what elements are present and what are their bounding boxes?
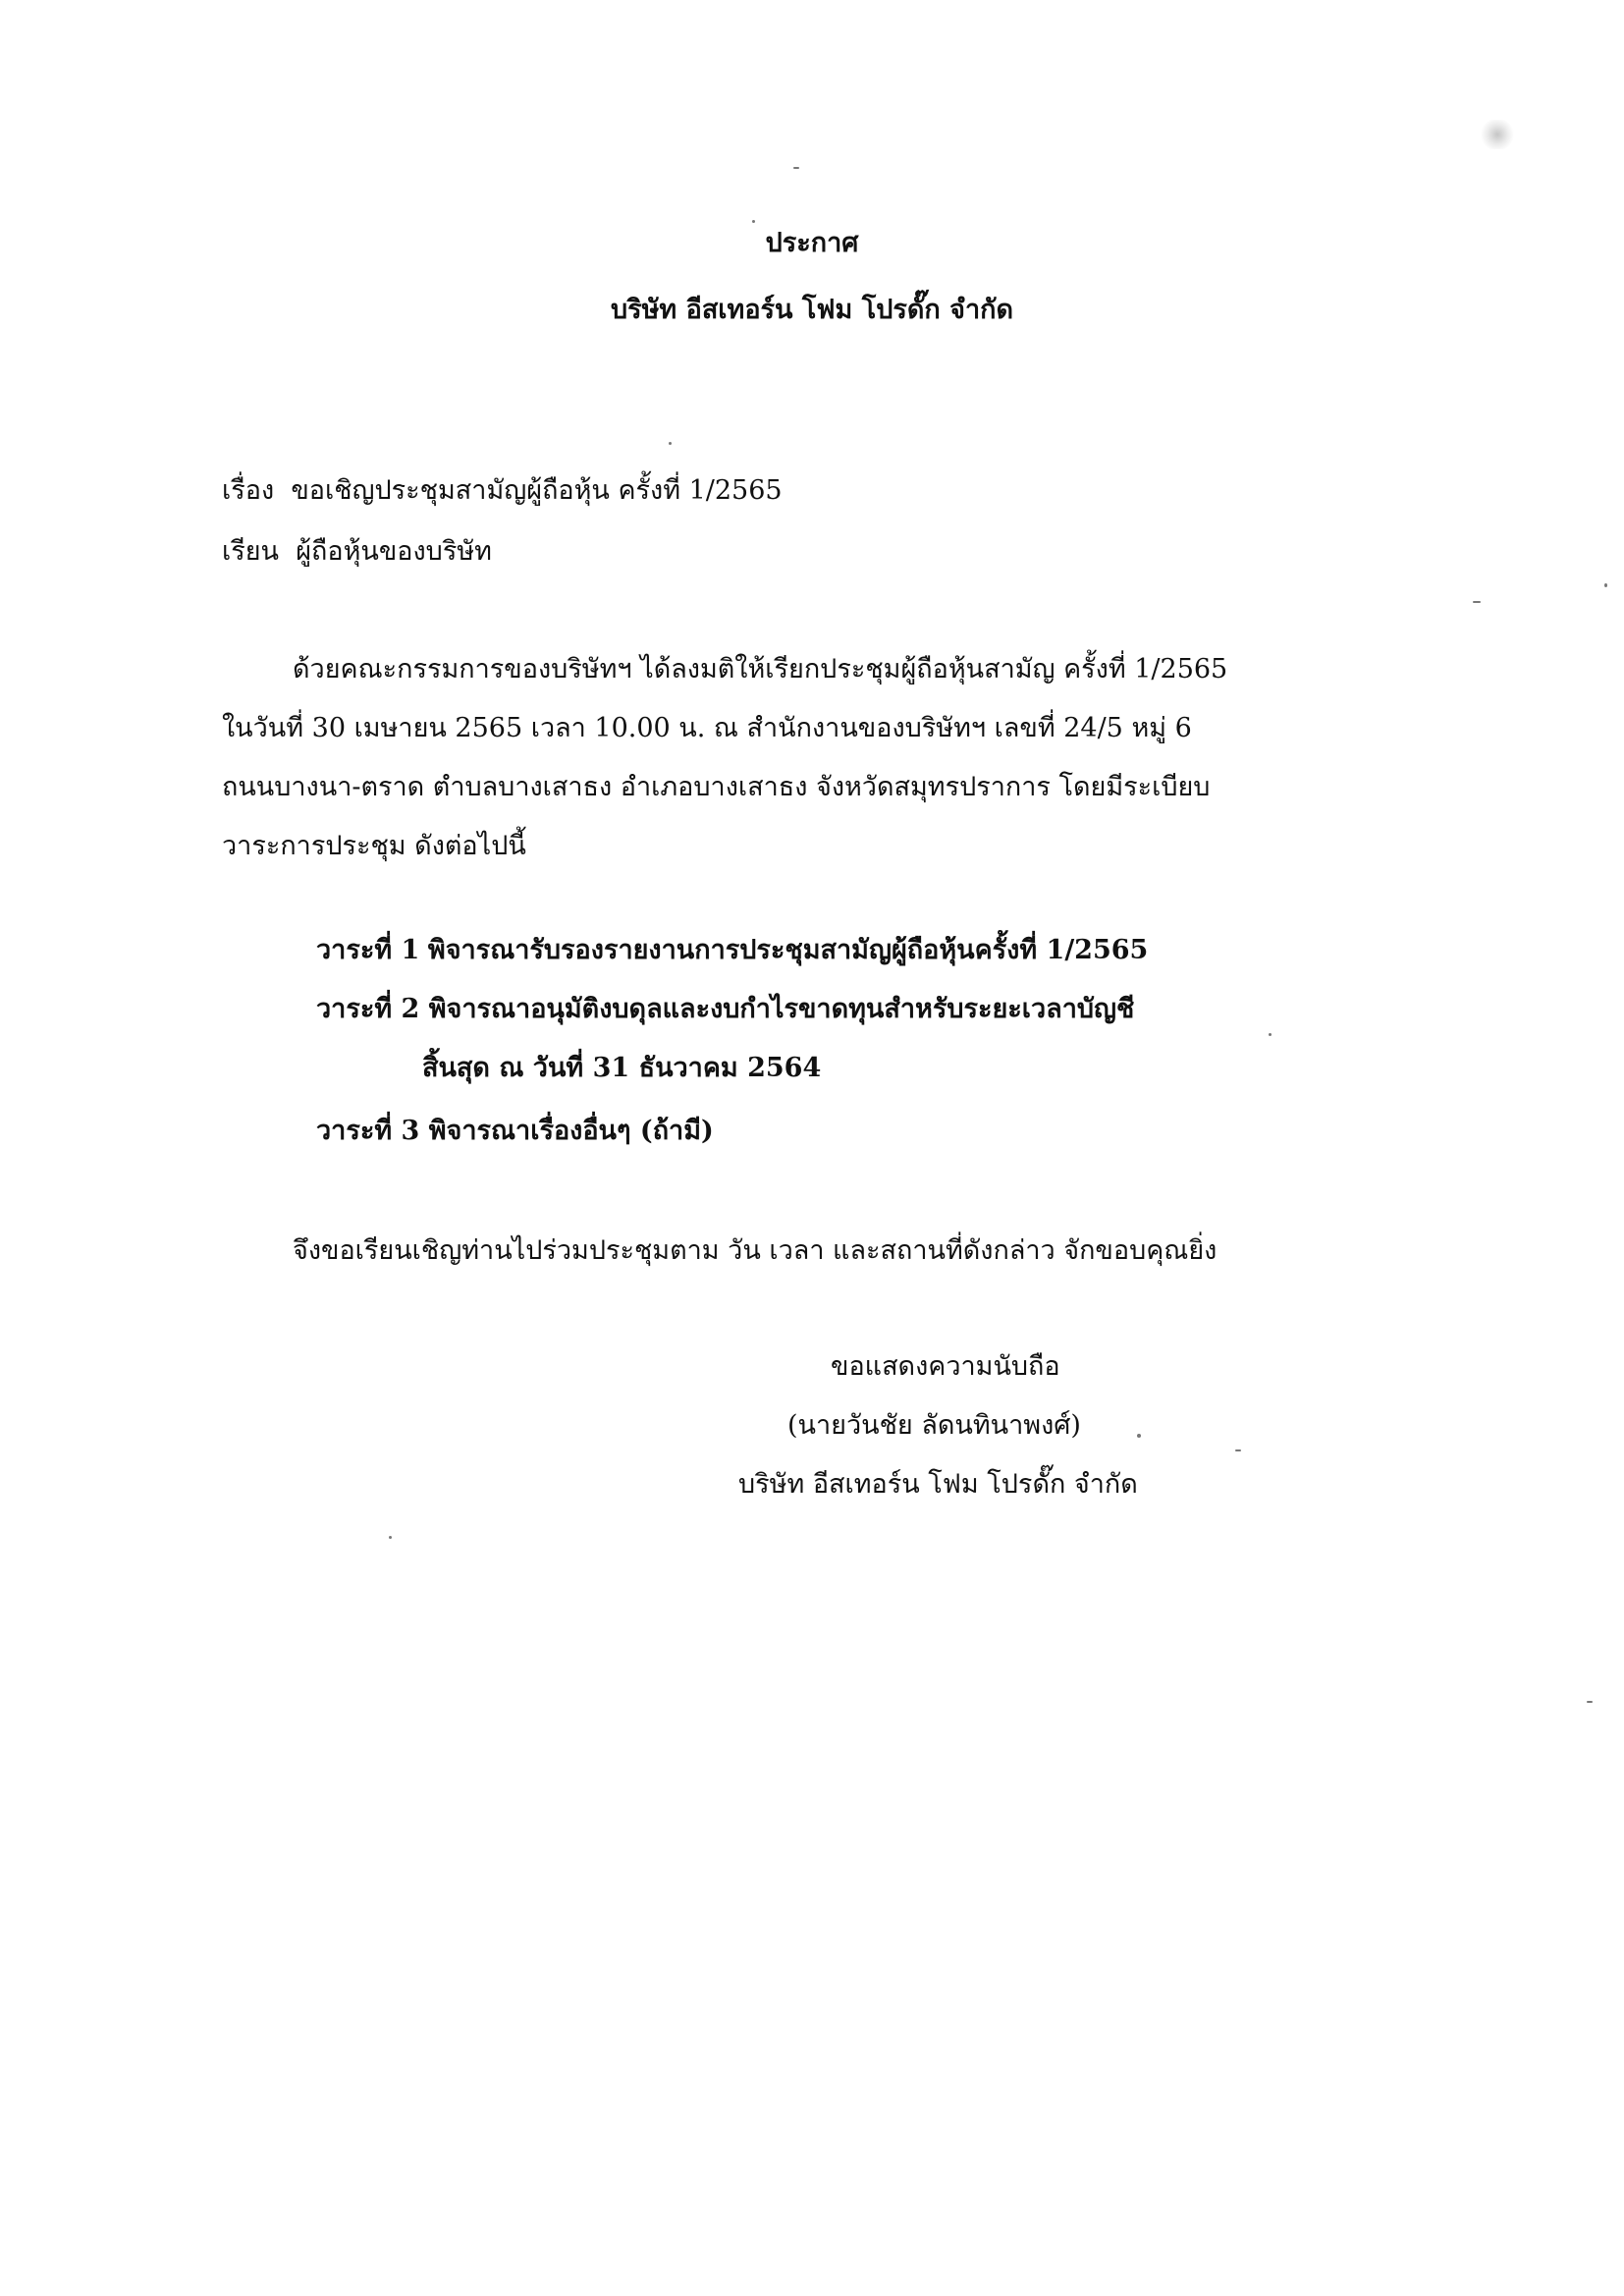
body-line-1: ด้วยคณะกรรมการของบริษัทฯ ได้ลงมติให้เรียกประชุมผู้ถือหุ้นสามัญ ครั้งที่ 1/2565 — [293, 654, 1228, 684]
signature-regards: ขอแสดงความนับถือ — [831, 1351, 1060, 1382]
document-title: ประกาศ — [765, 228, 859, 258]
closing-line: จึงขอเรียนเชิญท่านไปร่วมประชุมตาม วัน เวลา และสถานที่ดังกล่าว จักขอบคุณยิ่ง — [293, 1235, 1218, 1266]
scan-speck — [1604, 583, 1607, 587]
agenda-text: พิจารณาเรื่องอื่นๆ (ถ้ามี) — [428, 1116, 714, 1146]
scan-speck — [669, 442, 672, 445]
signature-company: บริษัท อีสเทอร์น โฟม โปรดั๊ก จำกัด — [738, 1469, 1138, 1500]
body-line-2: ในวันที่ 30 เมษายน 2565 เวลา 10.00 น. ณ สำนักงานของบริษัทฯ เลขที่ 24/5 หมู่ 6 — [222, 713, 1192, 743]
signature-name: (นายวันชัย ลัดนทินาพงศ์) — [787, 1410, 1081, 1441]
agenda-label: วาระที่ 3 — [316, 1116, 420, 1146]
agenda-item-2-continuation: สิ้นสุด ณ วันที่ 31 ธันวาคม 2564 — [422, 1053, 822, 1083]
agenda-item-2 — [316, 990, 1134, 1029]
agenda-item-1 — [316, 931, 1148, 970]
subject-label: เรื่อง — [222, 475, 275, 506]
agenda-item-3 — [316, 1112, 714, 1151]
agenda-label: วาระที่ 2 — [316, 994, 420, 1024]
addressee-label: เรียน — [222, 536, 280, 567]
scan-speck — [1235, 1449, 1241, 1451]
addressee-text: ผู้ถือหุ้นของบริษัท — [296, 536, 492, 567]
company-name-header: บริษัท อีสเทอร์น โฟม โปรดั๊ก จำกัด — [610, 295, 1014, 325]
scan-speck — [793, 167, 799, 169]
scan-speck — [1587, 1701, 1593, 1703]
body-line-4: วาระการประชุม ดังต่อไปนี้ — [222, 831, 526, 861]
body-line-3: ถนนบางนา-ตราด ตำบลบางเสาธง อำเภอบางเสาธง จังหวัดสมุทรปราการ โดยมีระเบียบ — [222, 772, 1211, 802]
scan-smudge — [1481, 120, 1514, 149]
scan-speck — [1473, 601, 1481, 603]
scan-speck — [752, 220, 755, 223]
scan-speck — [1269, 1033, 1272, 1036]
scan-speck — [1137, 1434, 1141, 1438]
subject-text: ขอเชิญประชุมสามัญผู้ถือหุ้น ครั้งที่ 1/2565 — [291, 475, 783, 506]
agenda-label: วาระที่ 1 — [316, 935, 420, 965]
subject-line — [222, 471, 783, 511]
addressee-line — [222, 532, 492, 572]
scan-speck — [389, 1536, 392, 1539]
agenda-text: พิจารณาอนุมัติงบดุลและงบกำไรขาดทุนสำหรับระยะเวลาบัญชี — [428, 994, 1135, 1024]
agenda-text: พิจารณารับรองรายงานการประชุมสามัญผู้ถือหุ้นครั้งที่ 1/2565 — [427, 935, 1149, 965]
